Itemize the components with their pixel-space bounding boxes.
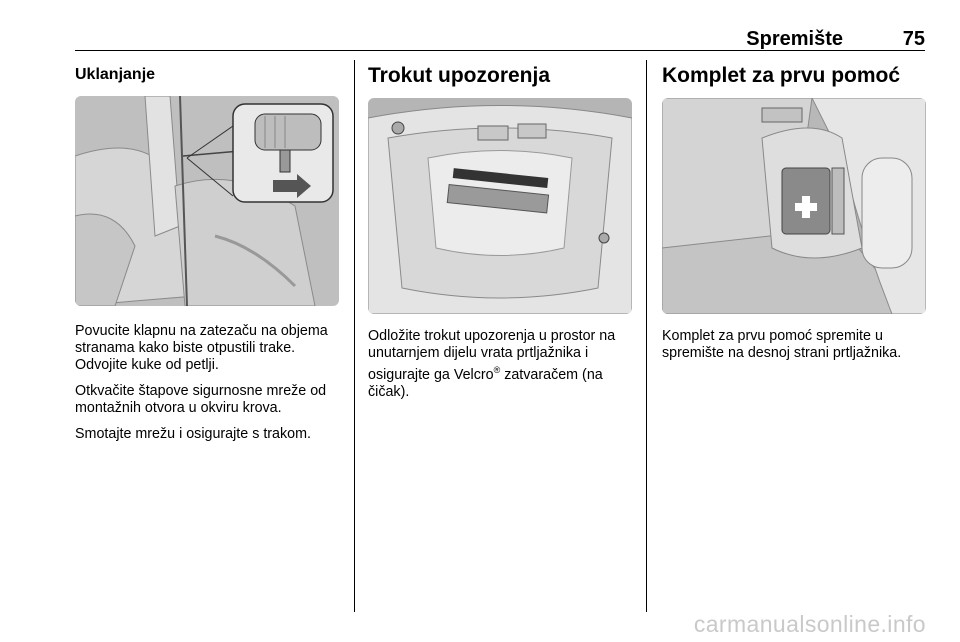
page-header xyxy=(75,22,925,51)
section-title: Spremište xyxy=(746,28,843,50)
first-aid-text: Komplet za prvu pomoć spremite u spremište na desnoj strani prtljažnika. xyxy=(662,328,902,361)
removal-step-3: Smotajte mrežu i osigurajte s trakom. xyxy=(75,426,311,442)
warning-triangle-text: Odložite trokut upozorenja u prostor na unutarnjem dijelu vrata prtljažnika i osigurajte ga Velcro® zatvaračem (na čičak). xyxy=(368,328,616,400)
column-first-aid xyxy=(662,60,928,371)
tailgate-illustration xyxy=(368,98,632,314)
column-divider xyxy=(646,60,647,612)
first-aid-heading: Komplet za prvu pomoć xyxy=(662,64,901,87)
safety-net-illustration xyxy=(75,96,339,306)
page-number: 75 xyxy=(902,28,925,50)
watermark: carmanualsonline.info xyxy=(693,611,926,637)
removal-step-2: Otkvačite štapove sigurnosne mreže od montažnih otvora u okviru krova. xyxy=(75,383,327,416)
column-removal xyxy=(75,60,343,452)
column-warning-triangle xyxy=(368,60,634,410)
removal-step-1: Povucite klapnu na zatezaču na objema stranama kako biste otpustili trake. Odvojite kuke od petlji. xyxy=(75,323,328,373)
first-aid-kit-illustration xyxy=(662,98,926,314)
warning-triangle-heading: Trokut upozorenja xyxy=(368,64,551,87)
removal-heading: Uklanjanje xyxy=(75,66,156,83)
column-divider xyxy=(354,60,355,612)
